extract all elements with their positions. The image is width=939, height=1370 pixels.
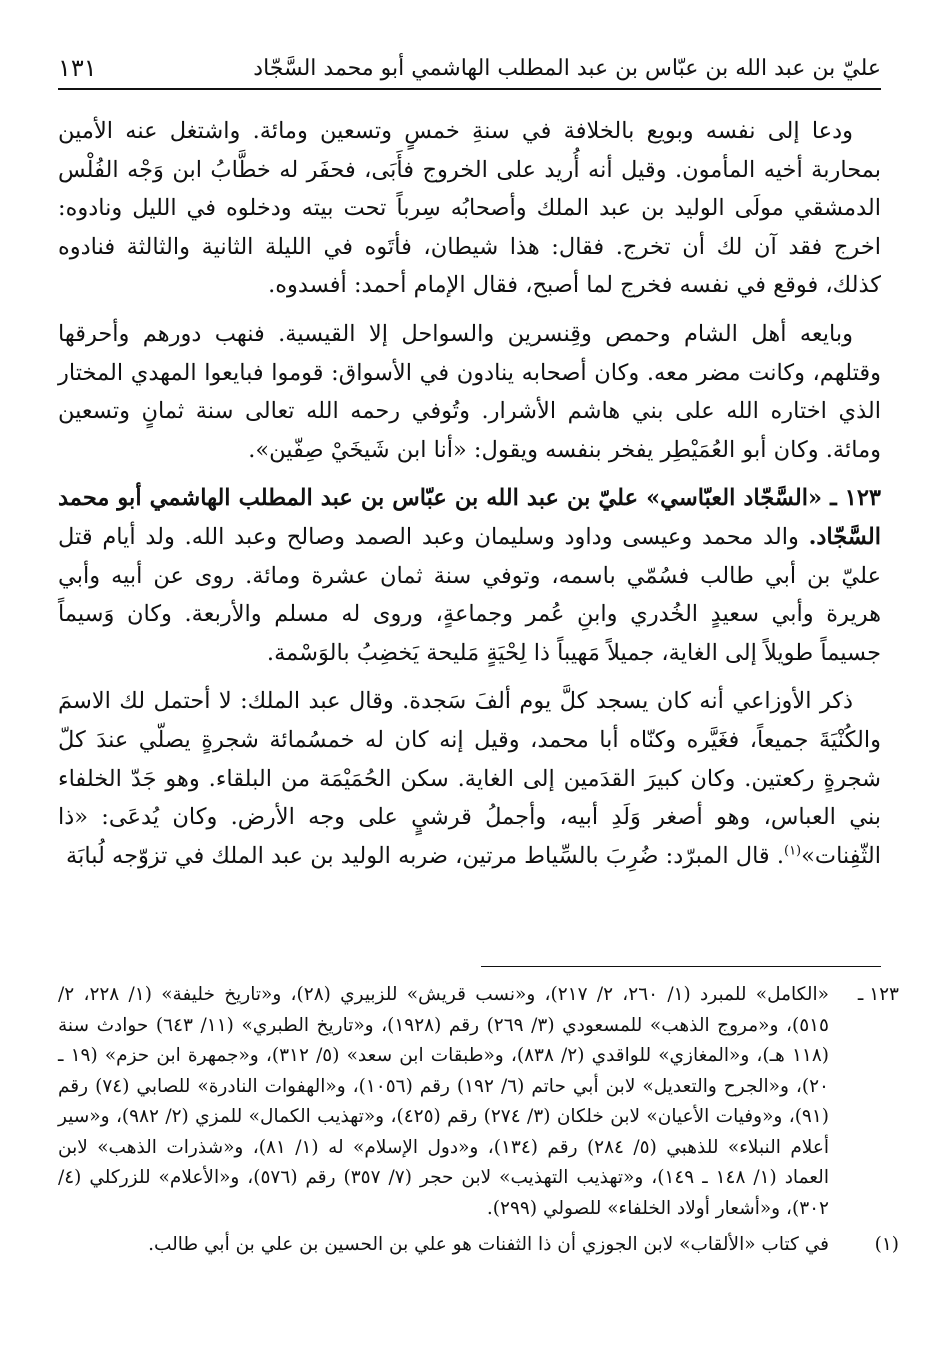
footnotes (58, 980, 899, 1267)
paragraph-3 (58, 682, 881, 875)
page-header (58, 48, 881, 90)
footnote-divider (481, 966, 881, 967)
footnote-number: ١٢٣ ـ (857, 984, 899, 1005)
footnote-item (58, 980, 899, 1224)
footnote-item (58, 1230, 899, 1261)
running-title: عليّ بن عبد الله بن عبّاس بن عبد المطلب الهاشمي أبو محمد السَّجّاد (253, 55, 881, 81)
footnote-ref: (١) (783, 843, 802, 859)
entry-text: والد محمد وعيسى وداود وسليمان وعبد الصمد وصالح وعبد الله. ولد أيام قتل عليّ بن أبي طالب فسُمّي باسمه، وتوفي سنة ثمان عشرة ومائة. روى عن أبيه وأبي هريرة وأبي سعيدٍ الخُدري وابنِ عُمر وجماعةٍ، وروى له مسلم والأربعة. وكان وَسيماً جسيماً طويلاً إلى الغاية، جميلاً مَهيباً ذا لِحْيَةٍ مَليحة يَخضِبُ بالوَسْمة. (58, 523, 881, 666)
paragraph-3-text: ذكر الأوزاعي أنه كان يسجد كلَّ يوم ألفَ سَجدة. وقال عبد الملك: لا أحتمل لك الاسمَ والكُنْيَةَ جميعاً، فغَيَّره وكنّاه أبا محمد، وقيل إنه كان له خمسُمائة شجرةٍ يصلّي عندَ كلّ شجرةٍ ركعتين. وكان كبيرَ القدَمين إلى الغاية. سكن الحُمَيْمَة من البلقاء. وهو جَدّ الخلفاء بني العباس، وهو أصغر وَلَدِ أبيه، وأجملُ قرشيٍ على وجه الأرض. وكان يُدعَى: «ذا الثّفِنات» (58, 688, 881, 869)
entry-heading: ١٢٣ ـ «السَّجّاد العبّاسي» عليّ بن عبد الله بن عبّاس بن عبد المطلب الهاشمي أبو محمد السَّجّاد. (58, 485, 881, 550)
paragraph-3-tail: . قال المبرّد: ضُرِبَ بالسِّياط مرتين، ضربه الوليد بن عبد الملك في تزوّجه لُبابَة (66, 842, 784, 869)
entry-123 (58, 479, 881, 672)
paragraph-1: ودعا إلى نفسه وبويع بالخلافة في سنةِ خمسٍ وتسعين ومائة. واشتغل عنه الأمين بمحاربة أخيه المأمون. وقيل أنه أُريد على الخروج فأَبَى، فحفَر له خطَّابُ ابن وَجْه الفُلْس الدمشقي مولَى الوليد بن عبد الملك وأصحابُه سِرباً تحت بيته ودخلوه في الليل ونادوه: اخرج فقد آن لك أن تخرج. فقال: هذا شيطان، فأتَوه في الليلة الثانية والثالثة فنادوه كذلك، فوقع في نفسه فخرج لما أصبح، فقال الإمام أحمد: أفسدوه. (58, 118, 881, 299)
paragraph-2: وبايعه أهل الشام وحمص وقِنسرين والسواحل إلا القيسية. فنهب دورهم وأحرقها وقتلهم، وكانت مضر معه. وكان أصحابه ينادون في الأسواق: قوموا فبايعوا المهدي المختار الذي اختاره الله على بني هاشم الأشرار. وتُوفي رحمه الله تعالى سنة ثمانٍ وتسعين ومائة. وكان أبو العُمَيْطِر يفخر بنفسه ويقول: «أنا ابن شَيخَيْ صِفّين». (58, 320, 881, 463)
page-number: ١٣١ (58, 54, 97, 82)
main-text (58, 112, 881, 885)
footnote-text: «الكامل» للمبرد (١/ ٢٦٠، ٢/ ٢١٧)، و«نسب قريش» للزبيري (٢٨)، و«تاريخ خليفة» (١/ ٢٢٨، ٢/ ٥١٥)، و«مروج الذهب» للمسعودي (٣/ ٢٦٩) رقم (١٩٢٨)، و«تاريخ الطبري» (١١/ ٦٤٣) حوادث سنة (١١٨ هـ)، و«المغازي» للواقدي (٢/ ٨٣٨)، و«طبقات ابن سعد» (٥/ ٣١٢)، و«جمهرة ابن حزم» (١٩ ـ ٢٠)، و«الجرح والتعديل» لابن أبي حاتم (٦/ ١٩٢) رقم (١٠٥٦)، و«الهفوات النادرة» للصابي (٧٤) رقم (٩١)، و«وفيات الأعيان» لابن خلكان (٣/ ٢٧٤) رقم (٤٢٥)، و«تهذيب الكمال» للمزي (٢/ ٩٨٢)، و«سير أعلام النبلاء» للذهبي (٥/ ٢٨٤) رقم (١٣٤)، و«دول الإسلام» له (١/ ٨١)، و«شذرات الذهب» لابن العماد (١/ ١٤٨ ـ ١٤٩)، و«تهذيب التهذيب» لابن حجر (٧/ ٣٥٧) رقم (٥٧٦)، و«الأعلام» للزركلي (٤/ ٣٠٢)، و«أشعار أولاد الخلفاء» للصولي (٢٩٩). (58, 984, 830, 1219)
footnote-text: في كتاب «الألقاب» لابن الجوزي أن ذا الثفنات هو علي بن الحسين بن علي بن أبي طالب. (148, 1234, 829, 1255)
footnote-number: (١) (874, 1234, 899, 1255)
